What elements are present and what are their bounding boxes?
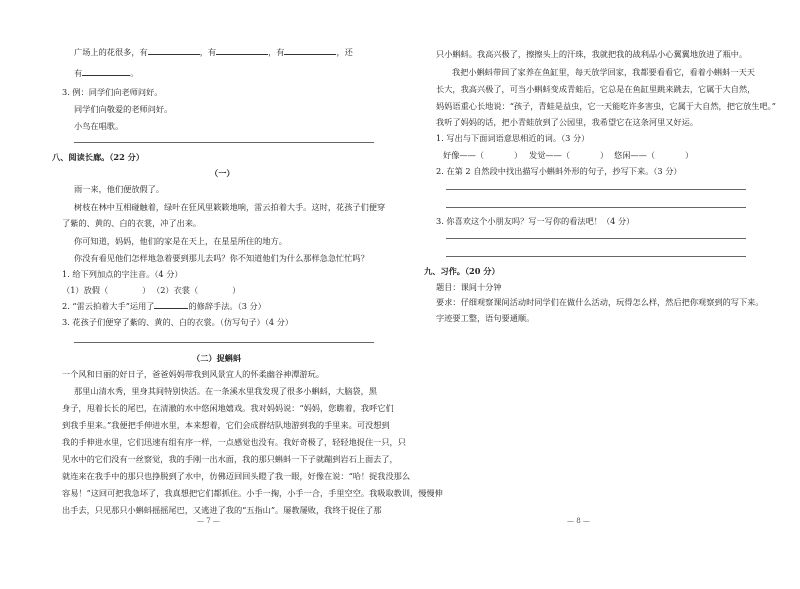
answer-blank[interactable] xyxy=(284,54,336,55)
passage-2-line: 长大，我高兴极了，可当小蝌蚪变成青蛙后，它总是在鱼缸里跳来跳去，它属于大自然， xyxy=(436,84,756,94)
passage-2-line: 妈妈语重心长地说：“孩子，青蛙是益虫，它一天能吃许多害虫，它属于大自然，把它放生吧。” xyxy=(436,101,776,111)
p2-question-1: 1. 写出与下面词语意思相近的词。（3 分） xyxy=(436,133,590,143)
answer-line[interactable] xyxy=(446,207,746,208)
q7-line1: 广场上的花很多，有 ，有 ，有 ，还 xyxy=(74,47,353,57)
p1-q1-a: （1）放假（ ） xyxy=(62,285,151,295)
q3-example: 3. 例：同学们向老师问好。 xyxy=(62,87,163,97)
passage-1-line: 雨一来，他们便放假了。 xyxy=(74,184,165,194)
answer-line[interactable] xyxy=(446,256,746,257)
passage-1-line: 你可知道，妈妈，他们的家是在天上，在星星所住的地方。 xyxy=(74,236,287,246)
passage-1-line: 你没有看见他们怎样地急着要到那儿去吗？你不知道他们为什么那样急急忙忙吗？ xyxy=(74,253,369,263)
passage-2-line: 一个风和日丽的好日子，爸爸妈妈带我到风景宜人的怀柔幽谷神潭游玩。 xyxy=(62,369,325,379)
passage-2-line: 我的手伸进水里，它们迅速有组有序一样，一点感觉也没有。我好奇极了，轻轻地捉住一只，只 xyxy=(62,437,406,447)
passage-1-title: （一） xyxy=(210,168,235,178)
passage-2-line: 到我手里来。”我便把手伸进水里，本来想着，它们会成群结队地游到我的手里来。可没想到 xyxy=(62,420,390,430)
p1-q1-b: （2）衣裳（ ） xyxy=(152,285,241,295)
passage-2-line: 身子，甩着长长的尾巴，在清澈的水中悠闲地嬉戏。我对妈妈说：“妈妈，您瞧着，我呼它们 xyxy=(62,403,394,413)
passage-2-line: 见水中的它们没有一丝察觉，我的手刚一出水面，我的那只蝌蚪一下子就蹦到岩石上面去了， xyxy=(62,454,398,464)
p1-question-2: 2. “雷云拍着大手”运用了 的修辞手法。（3 分） xyxy=(62,301,266,311)
p2-q1-words: 悠闲——（ ） xyxy=(614,150,694,160)
answer-blank[interactable] xyxy=(82,75,130,76)
answer-blank[interactable] xyxy=(216,54,268,55)
passage-1-line: 了紫的、黄的、白的衣裳，冲了出来。 xyxy=(62,218,202,228)
answer-line[interactable] xyxy=(446,238,746,239)
passage-2-line: 那里山清水秀，里身其间特别快活。在一条溪水里我发现了很多小蝌蚪，大脑袋，黑 xyxy=(74,386,377,396)
passage-2-line: 只小蝌蚪。我高兴极了，擦擦头上的汗珠，我就把我的战利品小心翼翼地放进了瓶中。 xyxy=(436,49,748,59)
page-number: — 8 — xyxy=(567,517,590,525)
passage-2-line: 我把小蝌蚪带回了家养在鱼缸里，每天放学回家，我都要看看它，看着小蝌蚪一天天 xyxy=(452,67,755,77)
p2-question-2: 2. 在第 2 自然段中找出描写小蝌蚪外形的句子，抄写下来。（3 分） xyxy=(436,166,682,176)
p1-question-3: 3. 花孩子们便穿了紫的、黄的、白的衣裳。（仿写句子）（4 分） xyxy=(62,317,294,327)
answer-blank[interactable] xyxy=(154,308,188,309)
p2-q1-words: 好像——（ ） xyxy=(443,150,523,160)
passage-2-line: 我听了妈妈的话，把小青蛙放到了公园里，我希望它在这条河里又好运。 xyxy=(436,117,699,127)
passage-2-line: 容易！”这回可把我急坏了，我真想把它们都抓住。小手一掬，小手一合，手里空空。我吸取教训，慢慢伸 xyxy=(62,488,443,498)
section-9-title: 九、习作。（20 分） xyxy=(424,266,500,276)
p2-q1-words: 发觉——（ ） xyxy=(529,150,609,160)
page-number: — 7 — xyxy=(197,517,220,525)
q3-prompt: 小鸟在唱歌。 xyxy=(74,121,124,131)
p2-question-3: 3. 你喜欢这个小朋友吗？写一写你的看法吧！（4 分） xyxy=(436,216,635,226)
answer-line[interactable] xyxy=(446,189,746,190)
p1-question-1: 1. 给下列加点的字注音。（4 分） xyxy=(62,269,183,279)
passage-2-line: 就连来在我手中的那只也挣脱到了水中，仿佛迈回回头瞪了我一眼，好像在说：“哈！捉我没那么 xyxy=(62,471,411,481)
essay-topic: 题目：课间十分钟 xyxy=(436,282,502,292)
section-8-title: 八、阅读长廊。（22 分） xyxy=(52,152,145,162)
answer-blank[interactable] xyxy=(148,54,200,55)
q3-example-answer: 同学们向敬爱的老师问好。 xyxy=(74,104,173,114)
answer-line[interactable] xyxy=(74,142,374,143)
essay-requirement: 字迹要工整，语句要通顺。 xyxy=(436,313,535,323)
passage-2-line: 出手去，只见那只小蝌蚪摇摇尾巴，又逃进了我的“五指山”。屡教屡败，我终于捉住了那 xyxy=(62,505,382,515)
q7-line2: 有 。 xyxy=(74,68,139,78)
passage-1-line: 树枝在林中互相碰触着，绿叶在狂风里簌簌地响，雷云拍着大手。这时，花孩子们便穿 xyxy=(74,202,386,212)
answer-line[interactable] xyxy=(74,342,374,343)
essay-requirement: 要求：仔细观察课间活动时同学们在做什么活动，玩得怎么样，然后把你观察到的写下来。 xyxy=(436,297,764,307)
passage-2-title: （二）捉蝌蚪 xyxy=(192,353,242,363)
